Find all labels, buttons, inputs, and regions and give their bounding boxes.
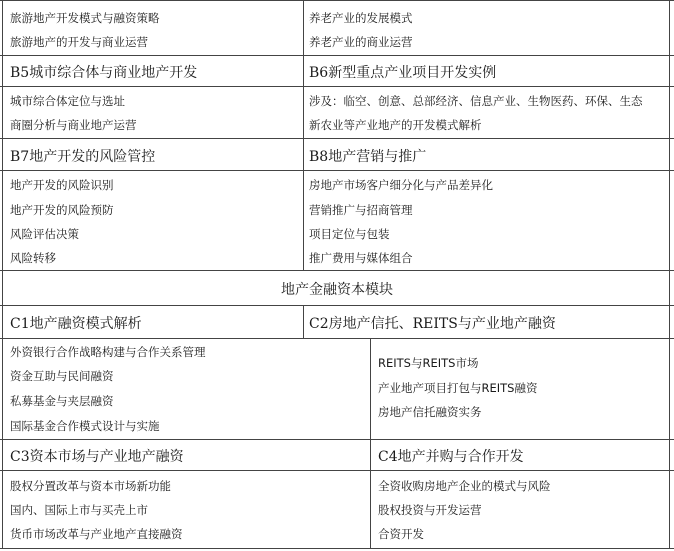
row-divider xyxy=(0,55,674,56)
list-item: 项目定位与包装 xyxy=(309,227,390,241)
list-item: 产业地产项目打包与REITS融资 xyxy=(378,381,538,395)
module-title-b6: B6新型重点产业项目开发实例 xyxy=(309,65,497,81)
row-divider xyxy=(0,548,674,549)
row-divider xyxy=(0,86,674,87)
list-item: 国际基金合作模式设计与实施 xyxy=(10,419,160,433)
module-title-c3: C3资本市场与产业地产融资 xyxy=(10,449,184,465)
row-divider xyxy=(0,305,674,306)
list-item: 商圈分析与商业地产运营 xyxy=(10,118,137,132)
row-divider xyxy=(0,470,674,471)
table-border-left xyxy=(2,0,3,549)
list-item: 养老产业的发展模式 xyxy=(309,11,413,25)
list-item: 资金互助与民间融资 xyxy=(10,369,114,383)
row-divider xyxy=(0,270,674,271)
row-divider xyxy=(0,0,674,1)
list-item: 营销推广与招商管理 xyxy=(309,203,413,217)
list-item: REITS与REITS市场 xyxy=(378,356,479,370)
row-divider xyxy=(0,138,674,139)
module-title-b7: B7地产开发的风险管控 xyxy=(10,149,156,165)
list-item: 旅游地产的开发与商业运营 xyxy=(10,35,148,49)
list-item: 涉及：临空、创意、总部经济、信息产业、生物医药、环保、生态 xyxy=(309,94,643,108)
list-item: 合资开发 xyxy=(378,527,424,541)
row-divider xyxy=(0,338,674,339)
list-item: 股权投资与开发运营 xyxy=(378,503,482,517)
list-item: 风险转移 xyxy=(10,251,56,265)
list-item: 房地产市场客户细分化与产品差异化 xyxy=(309,178,493,192)
list-item: 风险评估决策 xyxy=(10,227,79,241)
list-item: 地产开发的风险识别 xyxy=(10,178,114,192)
module-title-b5: B5城市综合体与商业地产开发 xyxy=(10,65,198,81)
list-item: 养老产业的商业运营 xyxy=(309,35,413,49)
table-border-right xyxy=(669,0,670,549)
section-title: 地产金融资本模块 xyxy=(281,282,393,298)
list-item: 房地产信托融资实务 xyxy=(378,405,482,419)
row-divider xyxy=(0,439,674,440)
list-item: 私募基金与夹层融资 xyxy=(10,394,114,408)
column-divider xyxy=(370,338,371,549)
list-item: 股权分置改革与资本市场新功能 xyxy=(10,479,171,493)
list-item: 新农业等产业地产的开发模式解析 xyxy=(309,118,482,132)
list-item: 货币市场改革与产业地产直接融资 xyxy=(10,527,183,541)
list-item: 地产开发的风险预防 xyxy=(10,203,114,217)
row-divider xyxy=(0,170,674,171)
module-title-c2: C2房地产信托、REITS与产业地产融资 xyxy=(309,316,556,332)
list-item: 旅游地产开发模式与融资策略 xyxy=(10,11,160,25)
column-divider xyxy=(303,305,304,339)
list-item: 推广费用与媒体组合 xyxy=(309,251,413,265)
module-title-c4: C4地产并购与合作开发 xyxy=(378,449,524,465)
module-title-c1: C1地产融资模式解析 xyxy=(10,316,142,332)
list-item: 城市综合体定位与选址 xyxy=(10,94,125,108)
list-item: 全资收购房地产企业的模式与风险 xyxy=(378,479,551,493)
list-item: 外资银行合作战略构建与合作关系管理 xyxy=(10,345,206,359)
list-item: 国内、国际上市与买壳上市 xyxy=(10,503,148,517)
module-title-b8: B8地产营销与推广 xyxy=(309,149,427,165)
column-divider xyxy=(303,0,304,270)
